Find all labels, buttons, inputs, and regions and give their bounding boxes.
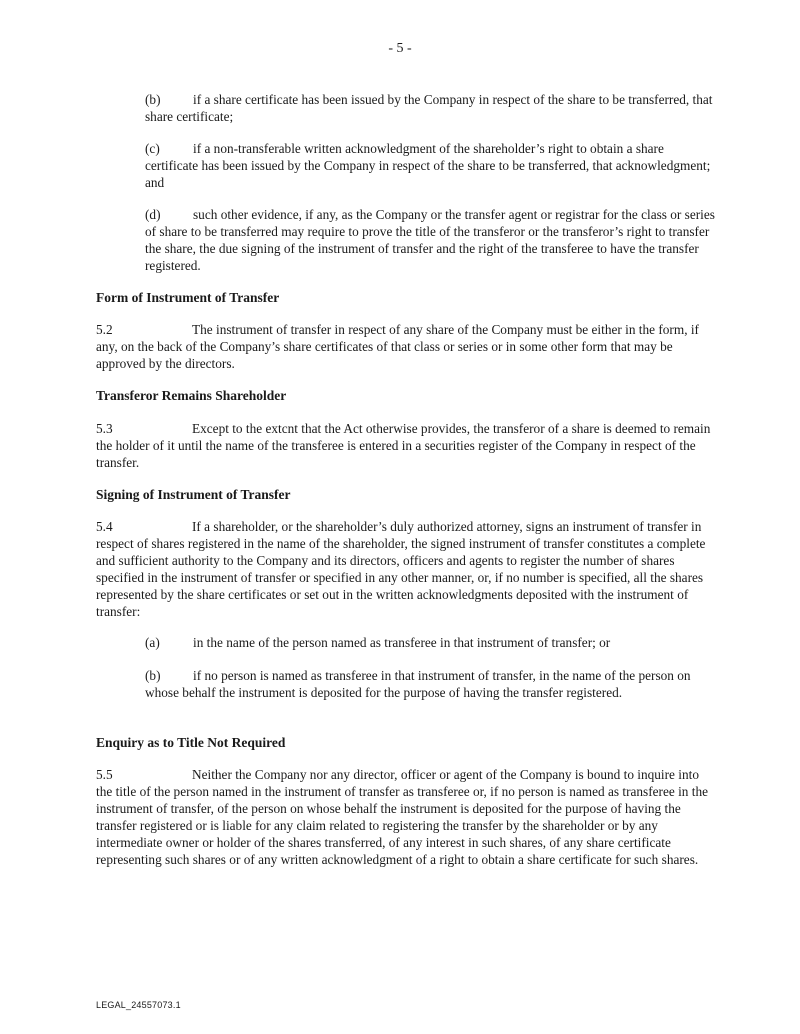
clause-5-1-item-b: [145, 91, 715, 125]
clause-text: Except to the extcnt that the Act otherwise provides, the transferor of a share is deemed to remain the holder of it until the name of the transferee is entered in a securities register of the Company in respect of the transfer.: [96, 421, 711, 470]
clause-5-5: [96, 766, 716, 868]
item-label: (d): [145, 207, 161, 222]
clause-number: 5.4: [96, 519, 113, 534]
section-heading-5-4: Signing of Instrument of Transfer: [96, 487, 291, 502]
item-text: in the name of the person named as transferee in that instrument of transfer; or: [193, 635, 611, 650]
clause-5-4-item-a: [145, 634, 715, 651]
item-text: if a non-transferable written acknowledgment of the shareholder’s right to obtain a share certificate has been issued by the Company in respect of the share to be transferred, that acknowledgment; and: [145, 141, 711, 190]
item-text: if a share certificate has been issued by the Company in respect of the share to be transferred, that share certificate;: [145, 92, 713, 124]
section-heading-5-3: Transferor Remains Shareholder: [96, 388, 287, 403]
item-text: such other evidence, if any, as the Company or the transfer agent or registrar for the class or series of share to be transferred may require to prove the title of the transferor or the transferor’s right to transfer the share, the due signing of the instrument of transfer and the right of the transferee to have the transfer registered.: [145, 207, 715, 273]
item-text: if no person is named as transferee in that instrument of transfer, in the name of the person on whose behalf the instrument is deposited for the purpose of having the transfer registered.: [145, 668, 691, 700]
clause-5-3: [96, 420, 716, 471]
clause-number: 5.5: [96, 767, 113, 782]
page-number: - 5 -: [388, 41, 412, 56]
clause-text: The instrument of transfer in respect of any share of the Company must be either in the form, if any, on the back of the Company’s share certificates of that class or series or in some other form that may be approved by the directors.: [96, 322, 699, 371]
clause-5-4: [96, 518, 716, 620]
section-heading-5-2: Form of Instrument of Transfer: [96, 290, 280, 305]
clause-5-4-item-b: [145, 667, 715, 701]
clause-5-2: [96, 321, 716, 372]
item-label: (b): [145, 92, 161, 107]
clause-5-1-item-d: [145, 206, 715, 274]
clause-text: Neither the Company nor any director, officer or agent of the Company is bound to inquire into the title of the person named in the instrument of transfer as transferee or, if no person is named as transferee in the instrument of transfer, of the person on whose behalf the instrument is deposited for the purpose of having the transfer registered or is liable for any claim related to registering the transfer by the shareholder or by any intermediate owner or holder of the shares transferred, of any interest in such shares, of any share certificate representing such shares or of any written acknowledgment of a right to obtain a share certificate for such shares.: [96, 767, 709, 867]
clause-number: 5.2: [96, 322, 113, 337]
section-heading-5-5: Enquiry as to Title Not Required: [96, 735, 286, 750]
document-id-footer: LEGAL_24557073.1: [96, 1000, 181, 1010]
clause-5-1-item-c: [145, 140, 715, 191]
clause-text: If a shareholder, or the shareholder’s duly authorized attorney, signs an instrument of transfer in respect of shares registered in the name of the shareholder, the signed instrument of transfer constitutes a complete and sufficient authority to the Company and its directors, officers and agents to register the number of shares specified in the instrument of transfer or specified in any other manner, or, if no number is specified, all the shares represented by the share certificates or set out in the written acknowledgments deposited with the instrument of transfer:: [96, 519, 706, 619]
item-label: (c): [145, 141, 160, 156]
item-label: (a): [145, 635, 160, 650]
item-label: (b): [145, 668, 161, 683]
clause-number: 5.3: [96, 421, 113, 436]
